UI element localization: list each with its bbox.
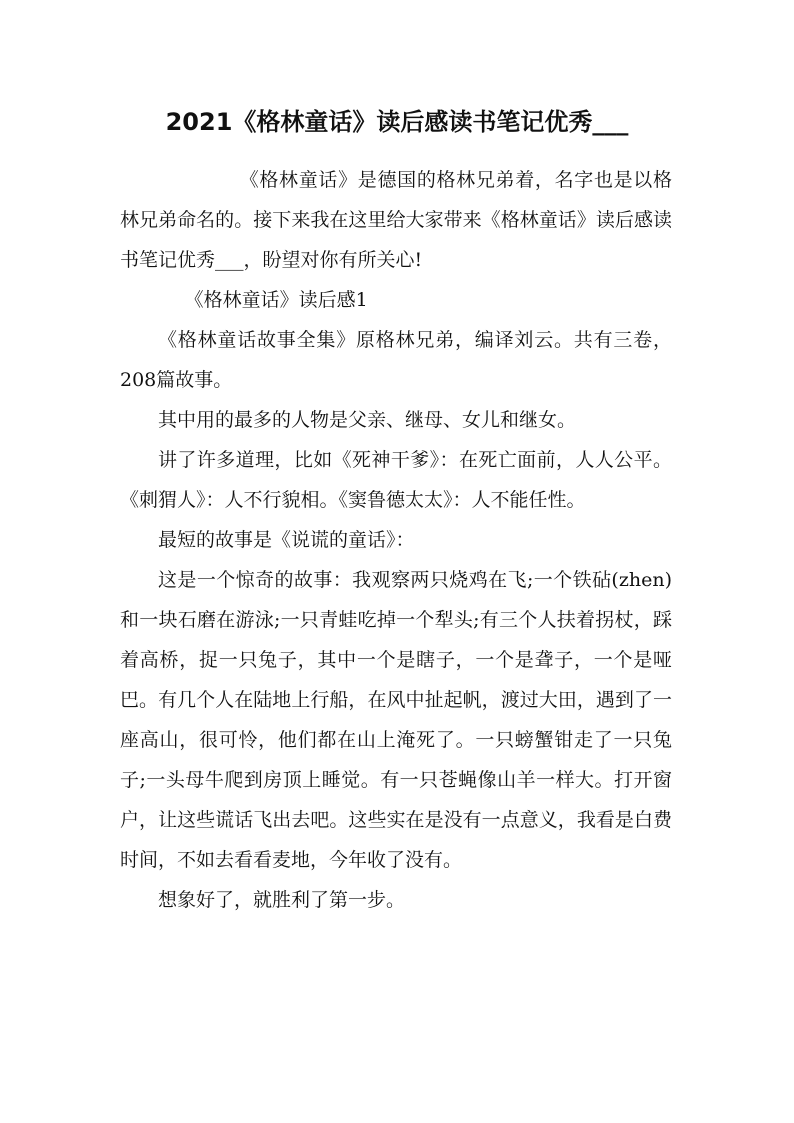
paragraph-book-info: 《格林童话故事全集》原格林兄弟，编译刘云。共有三卷，208篇故事。 bbox=[120, 329, 672, 391]
section-heading: 《格林童话》读后感1 bbox=[184, 289, 368, 311]
paragraph-conclusion: 想象好了，就胜利了第一步。 bbox=[158, 889, 406, 911]
paragraph-lessons: 讲了许多道理，比如《死神干爹》：在死亡面前，人人公平。《刺猬人》：人不行貌相。《窦鲁德太太》：人不能任性。 bbox=[120, 449, 672, 511]
paragraph-story-summary: 这是一个惊奇的故事：我观察两只烧鸡在飞;一个铁砧(zhen)和一块石磨在游泳;一只青蛙吃掉一个犁头;有三个人扶着拐杖，踩着高桥，捉一只兔子，其中一个是瞎子，一个是聋子，一个是哑巴。有几个人在陆地上行船，在风中扯起帆，渡过大田，遇到了一座高山，很可怜，他们都在山上淹死了。一只螃蟹钳走了一只兔子;一头母牛爬到房顶上睡觉。有一只苍蝇像山羊一样大。打开窗户，让这些谎话飞出去吧。这些实在是没有一点意义，我看是白费时间，不如去看看麦地，今年收了没有。 bbox=[120, 569, 672, 871]
document-title: 2021《格林童话》读后感读书笔记优秀___ bbox=[165, 108, 629, 136]
document-body bbox=[120, 160, 672, 920]
paragraph-characters: 其中用的最多的人物是父亲、继母、女儿和继女。 bbox=[158, 409, 577, 431]
paragraph-shortest-story: 最短的故事是《说谎的童话》： bbox=[158, 529, 415, 551]
intro-paragraph: 《格林童话》是德国的格林兄弟着，名字也是以格林兄弟命名的。接下来我在这里给大家带来《格林童话》读后感读书笔记优秀___，盼望对你有所关心! bbox=[120, 169, 672, 271]
